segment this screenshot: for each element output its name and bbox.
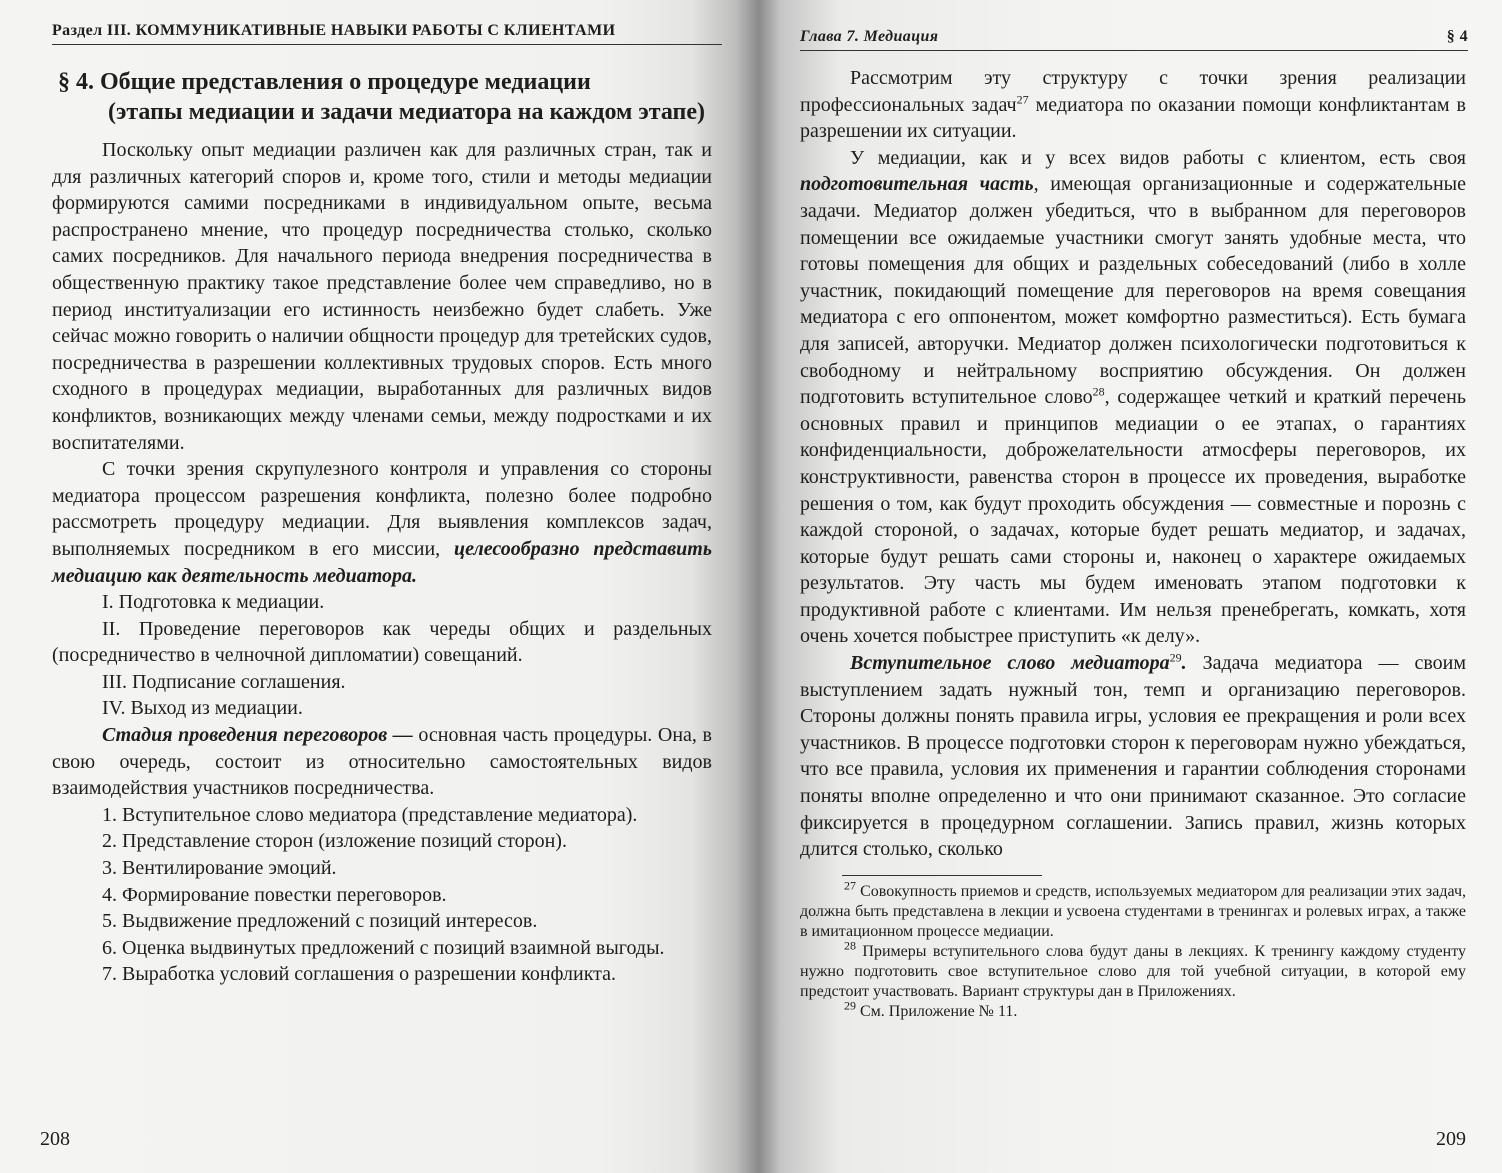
- paragraph: [800, 650, 1466, 863]
- paragraph-text: Рассмотрим эту структуру с точки зрения реализации профессиональных задач: [800, 67, 1466, 116]
- footnote-ref: 28: [1092, 384, 1105, 399]
- page-number-right: 209: [1436, 1128, 1466, 1150]
- emphasis-text: целесообразно представить медиацию как деятельность медиатора.: [52, 537, 713, 587]
- step-item: 6. Оценка выдвинутых предложений с позиций взаимной выгоды.: [102, 936, 665, 959]
- paragraph-text: , содержащее четкий и краткий перечень основных правил и принципов медиации о ее этапах, о гарантиях конфиденциальности, доброжелательности атмосферы переговоров, их конструктивности, равенства сторон в процессе их проведения, выработке решения о том, как будут проходить обсуждения — совместные и порознь с каждой стороной, о задачах, которые будет решать медиатор, и задачах, которые будут решать сами стороны и, наконец о характере ожидаемых результатов. Эту часть мы будем именовать этапом подготовки к продуктивной работе с клиентами. Им нельзя пренебрегать, комкать, хотя очень хочется побыстрее приступить «к делу».: [800, 386, 1466, 648]
- stage-item: I. Подготовка к медиации.: [102, 591, 325, 614]
- left-page: [0, 0, 735, 1173]
- footnote: [800, 998, 1466, 1022]
- paragraph: Поскольку опыт медиации различен как для различных стран, так и для различных категорий споров и, кроме того, стили и методы медиации формируются самими посредниками в индивидуальном опыте, весьма распространено мнение, что процедур посредничества столько, сколько самих посредников. Для начального периода внедрения посредничества в общественную практику такое представление более чем справедливо, но в период институализации его истинность неизбежно будет слабеть. Уже сейчас можно говорить о наличии общности процедур для третейских судов, посредничества в разрешении коллективных трудовых споров. Есть много сходного в процедурах медиации, выработанных для различных видов конфликтов, возникающих между членами семьи, между подростками и их воспитателями.: [52, 139, 712, 454]
- paragraph-text: У медиации, как и у всех видов работы с клиентом, есть своя: [850, 146, 1466, 169]
- running-head-section: § 4: [1446, 28, 1468, 45]
- running-head-left: [52, 22, 722, 45]
- paragraph: [52, 722, 712, 802]
- paragraph-text: С точки зрения скрупулезного контроля и управления со стороны медиатора процессом разрешения конфликта, полезно более подробно рассмотреть процедуру медиации. Для выявления комплексов задач, выполняемых посредником в его миссии,: [52, 458, 712, 560]
- paragraph-text: основная часть процедуры. Она, в свою очередь, состоит из относительно самостоятельных видов взаимодействия участников посредничества.: [52, 724, 712, 800]
- emphasis-text: Стадия проведения переговоров —: [102, 724, 413, 747]
- footnote-text: Примеры вступительного слова будут даны в лекциях. К тренингу каждому студенту нужно подготовить свое вступительное слово для той учебной ситуации, в которой ему предстоит участвовать. Вариант структуры дан в Приложениях.: [800, 942, 1466, 1000]
- paragraph: [800, 65, 1466, 145]
- page-number-left: 208: [40, 1128, 70, 1150]
- footnote: [800, 878, 1466, 942]
- section-title-line1: § 4. Общие представления о процедуре медиации: [58, 69, 591, 95]
- footnote-number: 29: [844, 998, 856, 1013]
- right-page: [770, 0, 1502, 1173]
- footnote-text: См. Приложение № 11.: [856, 1002, 1018, 1020]
- footnote-number: 27: [844, 878, 856, 893]
- step-item: 7. Выработка условий соглашения о разрешении конфликта.: [102, 963, 617, 986]
- step-item: 1. Вступительное слово медиатора (представление медиатора).: [102, 803, 638, 826]
- footnote-text: Совокупность приемов и средств, используемых медиатором для реализации этих задач, должна быть представлена в лекции и усвоена студентами в тренингах и ролевых играх, а также в имитационном процессе медиации.: [800, 882, 1466, 940]
- section-title-line2: (этапы медиации и задачи медиатора на каждом этапе): [107, 99, 705, 125]
- step-item: 4. Формирование повестки переговоров.: [102, 883, 447, 906]
- footnote-ref: 27: [1016, 91, 1029, 106]
- step-item: 2. Представление сторон (изложение позиций сторон).: [102, 830, 567, 853]
- stage-item: IV. Выход из медиации.: [102, 697, 303, 720]
- section-title: [58, 67, 735, 127]
- paragraph: [52, 456, 712, 589]
- paragraph-text: медиатора по оказании помощи конфликтантам в разрешении их ситуации.: [800, 93, 1466, 143]
- emphasis-text: Вступительное слово медиатора: [850, 652, 1170, 675]
- footnote-divider: [842, 875, 1042, 876]
- footnote-number: 28: [844, 938, 856, 953]
- emphasis-text: подготовительная часть: [800, 173, 1034, 196]
- running-head-text: Раздел III. КОММУНИКАТИВНЫЕ НАВЫКИ РАБОТЫ С КЛИЕНТАМИ: [52, 22, 616, 39]
- step-item: 3. Вентилирование эмоций.: [102, 857, 337, 880]
- paragraph-text: Задача медиатора — своим выступлением задать нужный тон, темп и организацию переговоров. Стороны должны понять правила игры, условия ее прекращения и роли всех участников. В процессе подготовки сторон к переговорам нужно убеждаться, что все правила, условия их применения и гарантии соблюдения сторонами поняты вполне определенно и что они принимают сказанное. Это согласие фиксируется в процедурном соглашении. Запись правил, жизнь которых длится столько, сколько: [800, 652, 1466, 861]
- stage-item: II. Проведение переговоров как череды общих и раздельных (посредничество в челночной дипломатии) совещаний.: [52, 617, 712, 667]
- footnote: [800, 938, 1466, 1002]
- running-head-right: [800, 28, 1468, 51]
- footnotes: [800, 878, 1466, 1022]
- paragraph-text: , имеющая организационные и содержательные задачи. Медиатор должен убедиться, что в выбранном для переговоров помещении все ожидаемые участники смогут занять удобные места, что готовы помещения для общих и раздельных собеседований (либо в холле участник, покидающий помещение для переговоров на время совещания медиатора с его оппонентом, может комфортно разместиться). Есть бумага для записей, авторучки. Медиатор должен психологически подготовиться к свободному и нейтральному восприятию обсуждения. Он должен подготовить вступительное слово: [800, 173, 1466, 409]
- left-body-text: [52, 137, 712, 988]
- paragraph: [800, 145, 1466, 650]
- stage-item: III. Подписание соглашения.: [102, 670, 346, 693]
- right-body-text: [800, 65, 1466, 863]
- emphasis-dot: .: [1181, 652, 1187, 675]
- step-item: 5. Выдвижение предложений с позиций интересов.: [102, 910, 538, 933]
- running-head-chapter: Глава 7. Медиация: [800, 28, 939, 45]
- footnote-ref: 29: [1169, 650, 1182, 665]
